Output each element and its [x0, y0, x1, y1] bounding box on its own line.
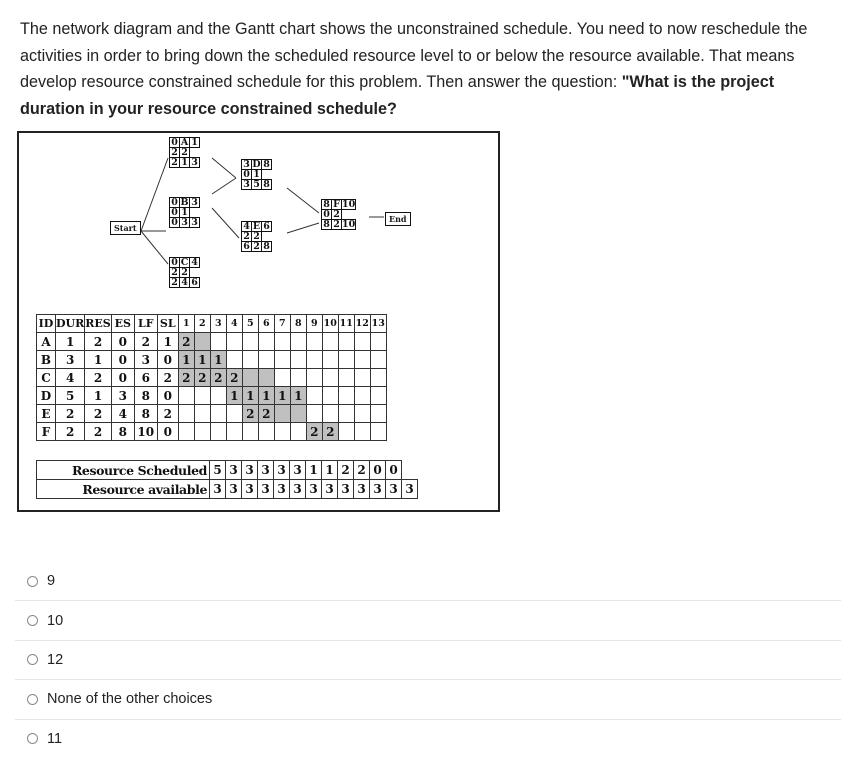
gantt-day-cell: 2: [178, 369, 194, 387]
gantt-day-header: 7: [274, 315, 290, 333]
gantt-cell: 0: [111, 333, 134, 351]
gantt-cell: 6: [134, 369, 157, 387]
gantt-day-cell: [194, 423, 210, 441]
gantt-header-res: RES: [85, 315, 111, 333]
gantt-day-cell: [178, 387, 194, 405]
node-d: 3 D 8 0 1 3 5 8: [241, 159, 271, 189]
gantt-day-cell: [178, 405, 194, 423]
gantt-day-cell: [290, 369, 306, 387]
resource-available-cell: 3: [386, 480, 402, 499]
gantt-day-cell: [242, 423, 258, 441]
gantt-day-cell: [226, 405, 242, 423]
gantt-day-cell: [322, 369, 338, 387]
gantt-cell: 1: [157, 333, 178, 351]
gantt-cell: 2: [85, 423, 111, 441]
gantt-cell: 2: [85, 405, 111, 423]
gantt-day-cell: [338, 423, 354, 441]
gantt-header-id: ID: [37, 315, 56, 333]
gantt-cell: 1: [56, 333, 85, 351]
gantt-row-b: [37, 351, 387, 369]
schedule-figure: [17, 131, 500, 512]
gantt-cell-id: F: [37, 423, 56, 441]
gantt-cell: 4: [111, 405, 134, 423]
gantt-day-cell: [290, 405, 306, 423]
arrow-e-f: [287, 223, 319, 233]
gantt-day-cell: 2: [178, 333, 194, 351]
gantt-header-dur: DUR: [56, 315, 85, 333]
gantt-day-cell: [370, 351, 386, 369]
gantt-cell-id: B: [37, 351, 56, 369]
gantt-cell: 8: [134, 387, 157, 405]
gantt-day-cell: [226, 423, 242, 441]
gantt-day-cell: [306, 351, 322, 369]
question-body: The network diagram and the Gantt chart shows the unconstrained schedule. You need to now reschedule the activities in order to bring down the scheduled resource level to or below the resource available. That means develop resource constrained schedule for this problem. Then answer the question:: [20, 20, 808, 91]
gantt-cell: 2: [157, 369, 178, 387]
option-label: 12: [47, 651, 64, 668]
gantt-day-cell: [258, 369, 274, 387]
gantt-cell-id: C: [37, 369, 56, 387]
arrow-a-d: [212, 158, 236, 178]
gantt-day-header: 2: [194, 315, 210, 333]
gantt-day-cell: [306, 387, 322, 405]
option-9[interactable]: [15, 562, 841, 600]
resource-available-cell: 3: [354, 480, 370, 499]
gantt-cell-id: A: [37, 333, 56, 351]
gantt-day-cell: [242, 369, 258, 387]
gantt-day-header: 1: [178, 315, 194, 333]
gantt-day-cell: [194, 405, 210, 423]
gantt-cell: 5: [56, 387, 85, 405]
gantt-day-cell: 1: [194, 351, 210, 369]
resource-available-cell: 3: [210, 480, 226, 499]
gantt-cell: 0: [157, 387, 178, 405]
gantt-day-cell: [370, 333, 386, 351]
gantt-day-cell: [338, 351, 354, 369]
gantt-day-cell: [322, 405, 338, 423]
gantt-day-cell: [210, 333, 226, 351]
gantt-cell-id: E: [37, 405, 56, 423]
gantt-day-cell: [274, 351, 290, 369]
gantt-day-header: 13: [370, 315, 386, 333]
gantt-day-cell: 1: [258, 387, 274, 405]
gantt-day-cell: [226, 333, 242, 351]
arrow-d-f: [287, 188, 319, 213]
gantt-day-header: 4: [226, 315, 242, 333]
gantt-day-header: 11: [338, 315, 354, 333]
arrow-start-c: [141, 231, 168, 264]
gantt-day-cell: [274, 405, 290, 423]
node-a: 0 A 1 2 2 2 1 3: [169, 137, 199, 167]
gantt-day-cell: [258, 333, 274, 351]
gantt-header-es: ES: [111, 315, 134, 333]
gantt-day-cell: [338, 369, 354, 387]
gantt-day-cell: [274, 333, 290, 351]
gantt-cell: 0: [111, 369, 134, 387]
gantt-day-cell: [226, 351, 242, 369]
node-b: 0 B 3 0 1 0 3 3: [169, 197, 199, 227]
resource-scheduled-cell: 1: [322, 461, 338, 480]
gantt-day-cell: 1: [290, 387, 306, 405]
gantt-day-cell: [258, 351, 274, 369]
gantt-day-header: 3: [210, 315, 226, 333]
gantt-row-e: [37, 405, 387, 423]
gantt-day-cell: [274, 369, 290, 387]
gantt-row-a: [37, 333, 387, 351]
gantt-cell: 1: [85, 351, 111, 369]
gantt-day-cell: [274, 423, 290, 441]
option-12[interactable]: [15, 640, 841, 679]
gantt-day-cell: [290, 333, 306, 351]
gantt-day-cell: [338, 387, 354, 405]
gantt-day-header: 12: [354, 315, 370, 333]
resource-scheduled-cell: 2: [354, 461, 370, 480]
question-bold: "What is the project duration in your resource constrained schedule?: [20, 73, 775, 118]
resource-scheduled-cell: 0: [386, 461, 402, 480]
gantt-day-cell: [354, 405, 370, 423]
radio-button[interactable]: [27, 694, 38, 705]
resource-scheduled-cell: 3: [274, 461, 290, 480]
gantt-day-cell: [354, 387, 370, 405]
option-none[interactable]: [15, 679, 841, 718]
resource-scheduled-cell: 1: [306, 461, 322, 480]
radio-button[interactable]: [27, 654, 38, 665]
resource-available-cell: 3: [338, 480, 354, 499]
gantt-day-cell: [210, 405, 226, 423]
resource-table: [36, 460, 418, 499]
radio-button[interactable]: [27, 615, 38, 626]
question-text: [20, 16, 828, 122]
gantt-cell: 3: [111, 387, 134, 405]
gantt-cell: 2: [85, 369, 111, 387]
gantt-day-cell: [210, 387, 226, 405]
gantt-day-cell: 2: [306, 423, 322, 441]
resource-scheduled-cell: 3: [258, 461, 274, 480]
option-label: 10: [47, 612, 64, 629]
gantt-cell: 3: [56, 351, 85, 369]
gantt-day-cell: [322, 333, 338, 351]
gantt-day-cell: 1: [178, 351, 194, 369]
gantt-day-cell: 1: [242, 387, 258, 405]
gantt-cell: 2: [85, 333, 111, 351]
gantt-header-sl: SL: [157, 315, 178, 333]
gantt-header-lf: LF: [134, 315, 157, 333]
gantt-row-c: [37, 369, 387, 387]
gantt-cell: 1: [85, 387, 111, 405]
gantt-day-cell: 1: [274, 387, 290, 405]
gantt-day-cell: [322, 387, 338, 405]
resource-scheduled-cell: 2: [338, 461, 354, 480]
arrow-b-e: [212, 208, 239, 238]
resource-scheduled-label: Resource Scheduled: [37, 461, 210, 480]
gantt-day-header: 6: [258, 315, 274, 333]
option-label: None of the other choices: [47, 691, 213, 708]
resource-available-cell: 3: [322, 480, 338, 499]
resource-scheduled-cell: 3: [242, 461, 258, 480]
gantt-cell: 0: [111, 351, 134, 369]
resource-available-cell: 3: [306, 480, 322, 499]
gantt-day-cell: [338, 405, 354, 423]
gantt-day-header: 8: [290, 315, 306, 333]
resource-available-cell: 3: [290, 480, 306, 499]
gantt-day-cell: [178, 423, 194, 441]
gantt-day-cell: [338, 333, 354, 351]
option-11[interactable]: [15, 719, 841, 758]
gantt-row-f: [37, 423, 387, 441]
gantt-day-cell: 2: [322, 423, 338, 441]
option-label: 9: [47, 573, 56, 590]
gantt-day-cell: [194, 387, 210, 405]
gantt-cell: 0: [157, 351, 178, 369]
gantt-day-cell: [354, 369, 370, 387]
resource-scheduled-cell: 3: [226, 461, 242, 480]
network-diagram: [19, 133, 502, 303]
gantt-cell: 2: [56, 423, 85, 441]
gantt-day-header: 9: [306, 315, 322, 333]
gantt-cell: 4: [56, 369, 85, 387]
resource-available-cell: 3: [258, 480, 274, 499]
gantt-day-cell: [322, 351, 338, 369]
gantt-cell: 8: [134, 405, 157, 423]
resource-available-label: Resource available: [37, 480, 210, 499]
node-c: 0 C 4 2 2 2 4 6: [169, 257, 199, 287]
gantt-day-cell: 1: [210, 351, 226, 369]
end-node: End: [385, 212, 411, 226]
gantt-day-cell: 2: [242, 405, 258, 423]
gantt-row-d: [37, 387, 387, 405]
gantt-day-cell: [370, 387, 386, 405]
resource-available-cell: 3: [274, 480, 290, 499]
arrow-start-a: [141, 158, 168, 231]
gantt-cell: 2: [56, 405, 85, 423]
start-node: Start: [110, 221, 141, 235]
gantt-day-cell: 2: [210, 369, 226, 387]
gantt-day-cell: [194, 333, 210, 351]
gantt-cell: 2: [157, 405, 178, 423]
resource-available-cell: 3: [370, 480, 386, 499]
gantt-cell: 2: [134, 333, 157, 351]
arrow-b-d: [212, 178, 236, 194]
gantt-day-cell: [370, 369, 386, 387]
answer-options: [15, 562, 841, 758]
gantt-day-cell: [354, 423, 370, 441]
gantt-day-cell: 2: [194, 369, 210, 387]
gantt-cell: 0: [157, 423, 178, 441]
gantt-day-cell: 2: [226, 369, 242, 387]
gantt-day-cell: [370, 405, 386, 423]
resource-available-cell: 3: [226, 480, 242, 499]
resource-scheduled-cell: 3: [290, 461, 306, 480]
gantt-day-cell: 1: [226, 387, 242, 405]
gantt-day-cell: [242, 333, 258, 351]
resource-available-cell: 3: [242, 480, 258, 499]
radio-button[interactable]: [27, 576, 38, 587]
gantt-day-header: 10: [322, 315, 338, 333]
gantt-day-cell: [306, 333, 322, 351]
gantt-cell: 10: [134, 423, 157, 441]
gantt-day-cell: [354, 333, 370, 351]
gantt-table: [36, 314, 387, 441]
gantt-cell: 8: [111, 423, 134, 441]
gantt-day-cell: [306, 369, 322, 387]
gantt-day-cell: [290, 423, 306, 441]
node-e: 4 E 6 2 2 6 2 8: [241, 221, 271, 251]
gantt-day-cell: [306, 405, 322, 423]
resource-scheduled-blank: [402, 461, 418, 480]
gantt-day-cell: 2: [258, 405, 274, 423]
gantt-day-cell: [290, 351, 306, 369]
gantt-day-header: 5: [242, 315, 258, 333]
resource-scheduled-cell: 0: [370, 461, 386, 480]
gantt-day-cell: [258, 423, 274, 441]
gantt-cell: 3: [134, 351, 157, 369]
gantt-day-cell: [210, 423, 226, 441]
gantt-day-cell: [242, 351, 258, 369]
node-f: 8 F 10 0 2 8 2 10: [321, 199, 355, 229]
gantt-cell-id: D: [37, 387, 56, 405]
gantt-day-cell: [370, 423, 386, 441]
resource-scheduled-cell: 5: [210, 461, 226, 480]
option-10[interactable]: [15, 600, 841, 639]
gantt-day-cell: [354, 351, 370, 369]
resource-available-cell: 3: [402, 480, 418, 499]
radio-button[interactable]: [27, 733, 38, 744]
option-label: 11: [47, 730, 63, 747]
